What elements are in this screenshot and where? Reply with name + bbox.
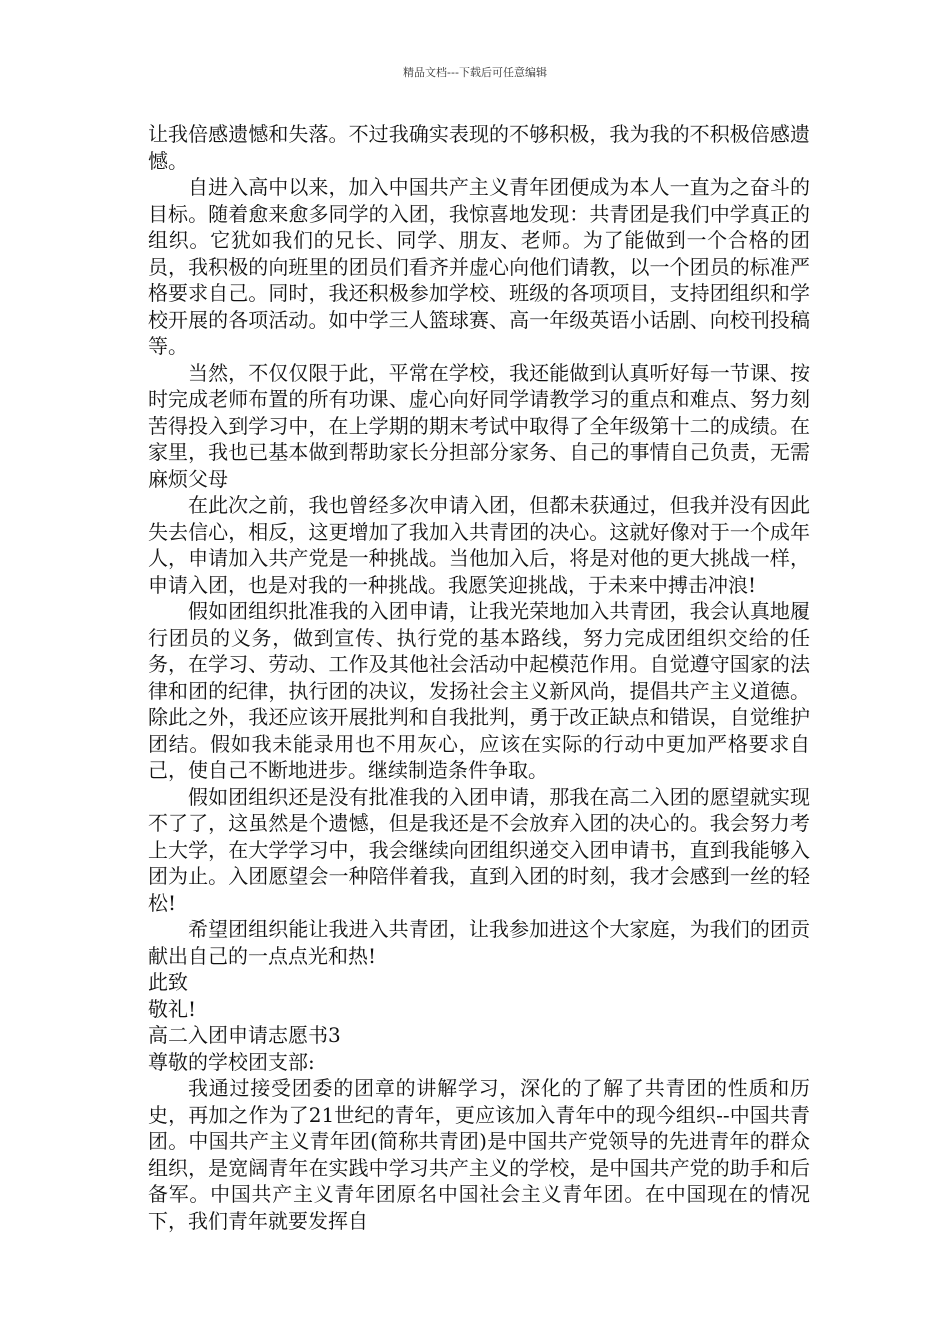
letter-greeting: 尊敬的学校团支部: — [148, 1049, 315, 1074]
paragraph-school-study: 当然，不仅仅限于此，平常在学校，我还能做到认真听好每一节课、按时完成老师布置的所有功课、虚心向好同学请教学习的重点和难点、努力刻苦得投入到学习中，在上学期的期末考试中取得了全年级第十二的成绩。在家里，我也已基本做到帮助家长分担部分家务、自己的事情自己负责，无需麻烦父母 — [148, 360, 810, 491]
paragraph-continuation: 让我倍感遗憾和失落。不过我确实表现的不够积极，我为我的不积极倍感遗憾。 — [148, 122, 810, 173]
paragraph-if-not-approved: 假如团组织还是没有批准我的入团申请，那我在高二入团的愿望就实现不了了，这虽然是个遗憾，但是我还是不会放弃入团的决心的。我会努力考上大学，在大学学习中，我会继续向团组织递交入团申请书，直到我能够入团为止。入团愿望会一种陪伴着我，直到入团的时刻，我才会感到一丝的轻松! — [148, 784, 810, 915]
paragraph-hope: 希望团组织能让我进入共青团，让我参加进这个大家庭，为我们的团贡献出自己的一点点光和热! — [148, 917, 810, 968]
paragraph-understanding: 我通过接受团委的团章的讲解学习，深化的了解了共青团的性质和历史，再加之作为了21世纪的青年，更应该加入青年中的现今组织--中国共青团。中国共产主义青年团(简称共青团)是中国共产党领导的先进青年的群众组织，是宽阔青年在实践中学习共产主义的学校，是中国共产党的助手和后备军。中国共产主义青年团原名中国社会主义青年团。在中国现在的情况下，我们青年就要发挥自 — [148, 1076, 810, 1233]
page-header: 精品文档---下载后可任意编辑 — [403, 66, 547, 79]
paragraph-if-approved: 假如团组织批准我的入团申请，让我光荣地加入共青团，我会认真地履行团员的义务，做到宣传、执行党的基本路线，努力完成团组织交给的任务，在学习、劳动、工作及其他社会活动中起模范作用。自觉遵守国家的法律和团的纪律，执行团的决议，发扬社会主义新风尚，提倡共产主义道德。除此之外，我还应该开展批判和自我批判，勇于改正缺点和错误，自觉维护团结。假如我未能录用也不用灰心，应该在实际的行动中更加严格要求自己，使自己不断地进步。继续制造条件争取。 — [148, 599, 810, 782]
paragraph-previous-applications: 在此次之前，我也曾经多次申请入团，但都未获通过，但我并没有因此失去信心，相反，这更增加了我加入共青团的决心。这就好像对于一个成年人，申请加入共产党是一种挑战。当他加入后，将是对他的更大挑战一样，申请入团，也是对我的一种挑战。我愿笑迎挑战，于未来中搏击冲浪! — [148, 493, 810, 597]
closing-salutation: 此致 — [148, 970, 188, 994]
closing-regards: 敬礼! — [148, 996, 197, 1021]
paragraph-join-goal: 自进入高中以来，加入中国共产主义青年团便成为本人一直为之奋斗的目标。随着愈来愈多同学的入团，我惊喜地发现：共青团是我们中学真正的组织。它犹如我们的兄长、同学、朋友、老师。为了能做到一个合格的团员，我积极的向班里的团员们看齐并虚心向他们请教，以一个团员的标准严格要求自己。同时，我还积极参加学校、班级的各项项目，支持团组织和学校开展的各项活动。如中学三人篮球赛、高一年级英语小话剧、向校刊投稿等。 — [148, 175, 810, 358]
section-title: 高二入团申请志愿书3 — [148, 1023, 341, 1047]
document-body — [148, 121, 810, 1234]
